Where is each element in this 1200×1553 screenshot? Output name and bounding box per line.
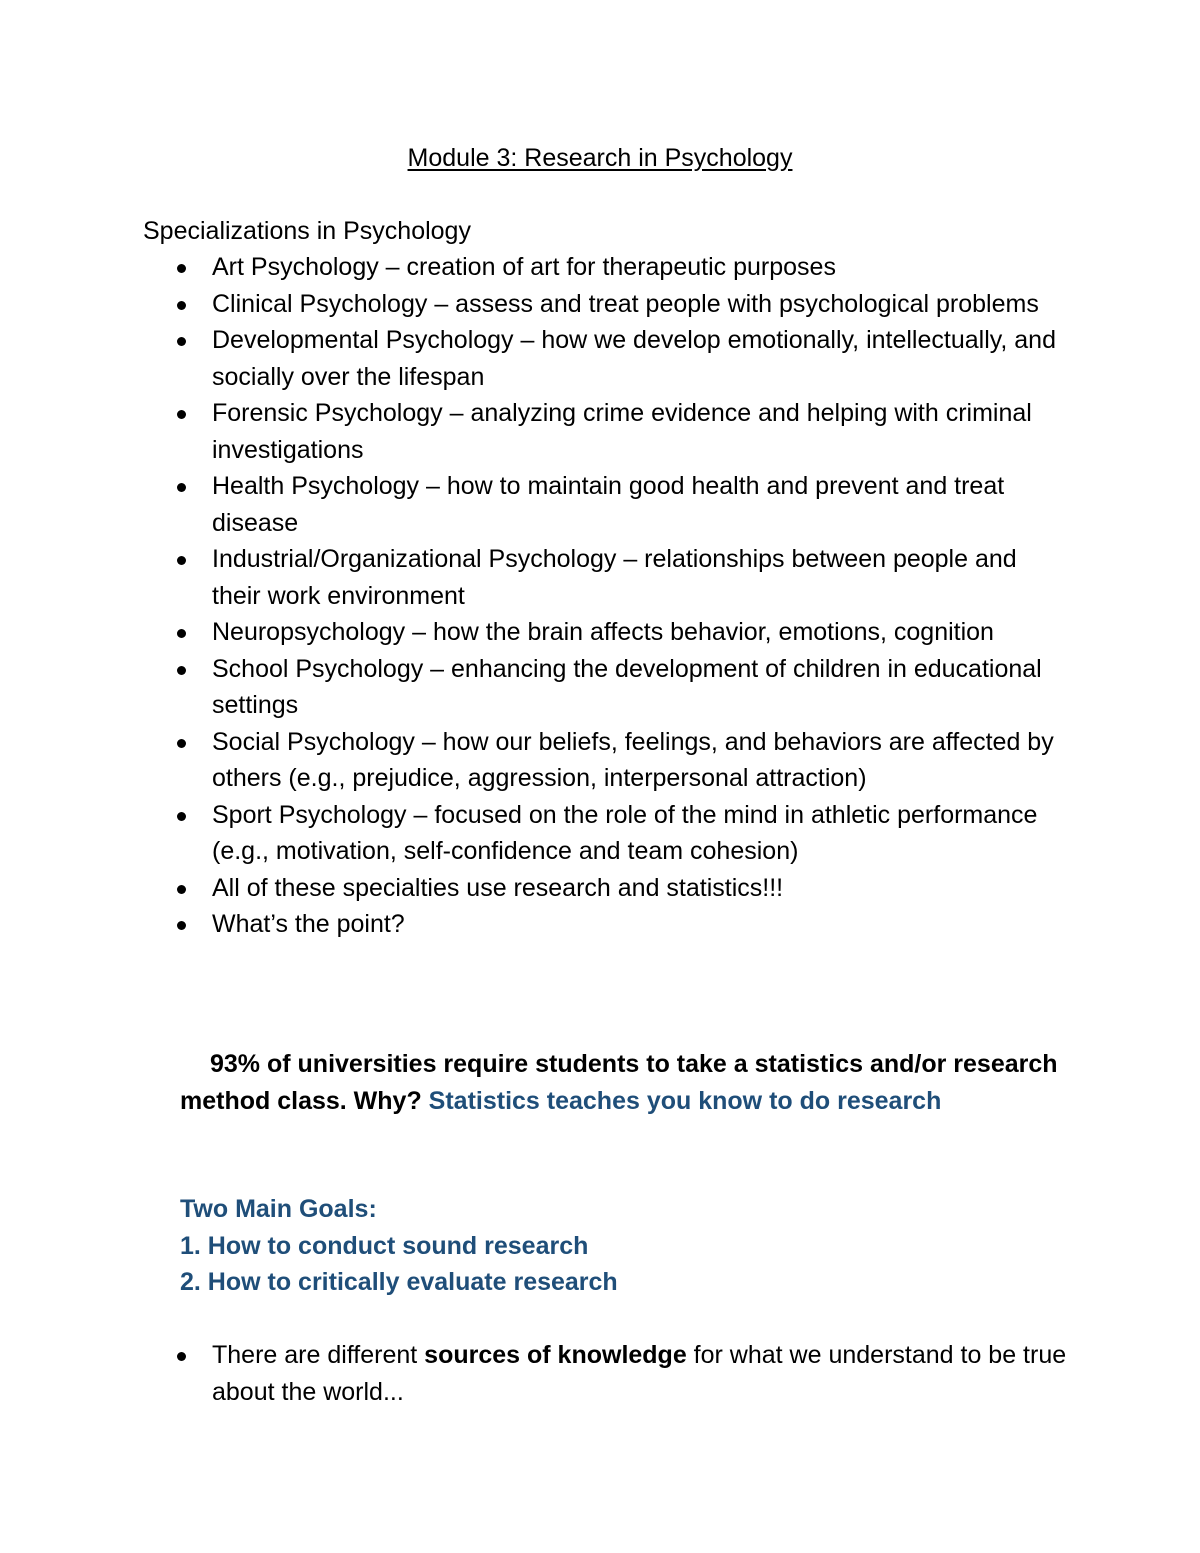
list-item: Developmental Psychology – how we develop emotionally, intellectually, and socially over the lifespan	[0, 322, 1200, 395]
main-goals	[180, 1191, 618, 1301]
statistics-requirement-text: 93% of universities require students to take a statistics and/or research method class. Why?	[180, 1050, 1058, 1115]
bullet-icon	[177, 264, 186, 273]
specializations-list	[0, 249, 1200, 943]
statistics-point-paragraph	[180, 1046, 1060, 1119]
list-item: What’s the point?	[0, 906, 1200, 943]
bullet-icon	[177, 666, 186, 675]
list-item: Sport Psychology – focused on the role of the mind in athletic performance (e.g., motivation, self-confidence and team cohesion)	[0, 797, 1200, 870]
goals-heading: Two Main Goals:	[180, 1195, 377, 1223]
bullet-icon	[177, 739, 186, 748]
bullet-icon	[177, 301, 186, 310]
bullet-icon	[177, 483, 186, 492]
list-item: Art Psychology – creation of art for therapeutic purposes	[0, 249, 1200, 286]
page-title: Module 3: Research in Psychology	[407, 144, 793, 172]
goal-item: 1. How to conduct sound research	[180, 1231, 589, 1260]
bullet-icon	[177, 885, 186, 894]
bullet-icon	[177, 556, 186, 565]
bullet-icon	[177, 337, 186, 346]
bullet-icon	[177, 1352, 186, 1361]
list-item: Social Psychology – how our beliefs, feelings, and behaviors are affected by others (e.g., prejudice, aggression, interpersonal attraction)	[0, 724, 1200, 797]
knowledge-sources-list	[0, 1337, 1200, 1410]
list-item: Forensic Psychology – analyzing crime evidence and helping with criminal investigations	[0, 395, 1200, 468]
sources-of-knowledge-text: sources of knowledge	[424, 1341, 687, 1369]
section-heading: Specializations in Psychology	[143, 217, 471, 245]
list-item: Health Psychology – how to maintain good health and prevent and treat disease	[0, 468, 1200, 541]
list-item: There are different sources of knowledge for what we understand to be true about the world...	[0, 1337, 1200, 1410]
bullet-icon	[177, 812, 186, 821]
list-item: Industrial/Organizational Psychology – relationships between people and their work environment	[0, 541, 1200, 614]
statistics-answer-text: Statistics teaches you know to do research	[428, 1086, 942, 1115]
bullet-icon	[177, 629, 186, 638]
goal-item: 2. How to critically evaluate research	[180, 1268, 618, 1296]
list-item: Neuropsychology – how the brain affects behavior, emotions, cognition	[0, 614, 1200, 651]
list-item: Clinical Psychology – assess and treat people with psychological problems	[0, 286, 1200, 323]
list-item: School Psychology – enhancing the development of children in educational settings	[0, 651, 1200, 724]
bullet-icon	[177, 410, 186, 419]
list-item: All of these specialties use research and statistics!!!	[0, 870, 1200, 907]
bullet-icon	[177, 921, 186, 930]
